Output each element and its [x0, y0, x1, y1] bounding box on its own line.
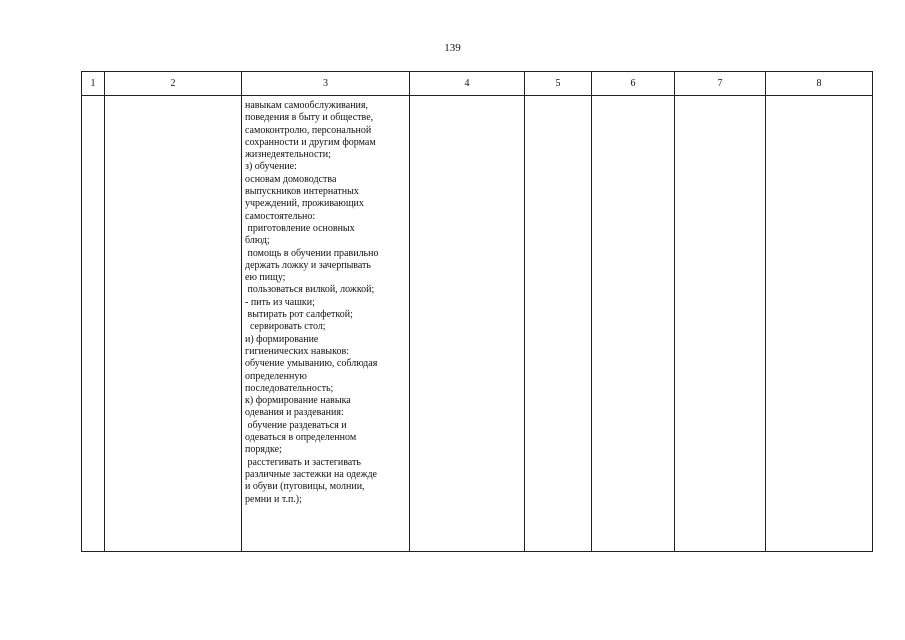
- text-line: расстегивать и застегивать: [245, 456, 361, 468]
- table-cell-col7: [675, 96, 766, 552]
- text-line: одевания и раздевания:: [245, 407, 344, 419]
- text-line: держать ложку и зачерпывать: [245, 259, 371, 271]
- cell-text-col3: [242, 96, 409, 506]
- text-line: гигиенических навыков:: [245, 345, 349, 357]
- table-cell-col6: [592, 96, 675, 552]
- text-line: - пить из чашки;: [245, 296, 315, 308]
- text-line: сохранности и другим формам: [245, 136, 376, 148]
- text-line: помощь в обучении правильно: [245, 247, 379, 259]
- text-line: навыкам самообслуживания,: [245, 100, 369, 111]
- text-line: самоконтролю, персональной: [245, 124, 372, 136]
- text-line: сервировать стол;: [245, 321, 326, 333]
- text-line: обучение умыванию, соблюдая: [245, 358, 378, 370]
- text-line: пользоваться вилкой, ложкой;: [245, 284, 375, 296]
- text-line: последовательность;: [245, 382, 334, 394]
- text-line: порядке;: [245, 444, 282, 456]
- text-line: вытирать рот салфеткой;: [245, 309, 353, 321]
- column-header-1: 1: [82, 72, 105, 96]
- text-line: з) обучение:: [245, 161, 297, 173]
- table-header-row: [82, 72, 873, 96]
- column-header-8: 8: [766, 72, 873, 96]
- text-line: обучение раздеваться и: [245, 419, 347, 431]
- column-header-5: 5: [525, 72, 592, 96]
- column-header-4: 4: [410, 72, 525, 96]
- text-line: блюд;: [245, 235, 270, 247]
- text-line: основам домоводства: [245, 173, 337, 185]
- text-line: различные застежки на одежде: [245, 468, 377, 480]
- document-table: [81, 71, 873, 552]
- text-line: и) формирование: [245, 333, 319, 345]
- text-line: жизнедеятельности;: [245, 149, 331, 161]
- column-header-6: 6: [592, 72, 675, 96]
- text-line: поведения в быту и обществе,: [245, 112, 374, 124]
- text-line: ею пищу;: [245, 272, 286, 284]
- text-line: одеваться в определенном: [245, 432, 357, 444]
- table-cell-col5: [525, 96, 592, 552]
- table-cell-col4: [410, 96, 525, 552]
- text-line: выпускников интернатных: [245, 186, 359, 198]
- text-line: приготовление основных: [245, 222, 355, 234]
- table-row: [82, 96, 873, 552]
- text-line: учреждений, проживающих: [245, 198, 364, 210]
- text-line: к) формирование навыка: [245, 395, 351, 407]
- table-cell-col3: [242, 96, 410, 552]
- column-header-7: 7: [675, 72, 766, 96]
- text-line: и обуви (пуговицы, молнии,: [245, 481, 365, 493]
- text-line: самостоятельно:: [245, 210, 316, 222]
- column-header-2: 2: [105, 72, 242, 96]
- column-header-3: 3: [242, 72, 410, 96]
- page-number: 139: [444, 42, 461, 54]
- table-cell-col1: [82, 96, 105, 552]
- table-cell-col8: [766, 96, 873, 552]
- text-line: определенную: [245, 370, 307, 382]
- text-line: ремни и т.п.);: [245, 493, 302, 505]
- table-cell-col2: [105, 96, 242, 552]
